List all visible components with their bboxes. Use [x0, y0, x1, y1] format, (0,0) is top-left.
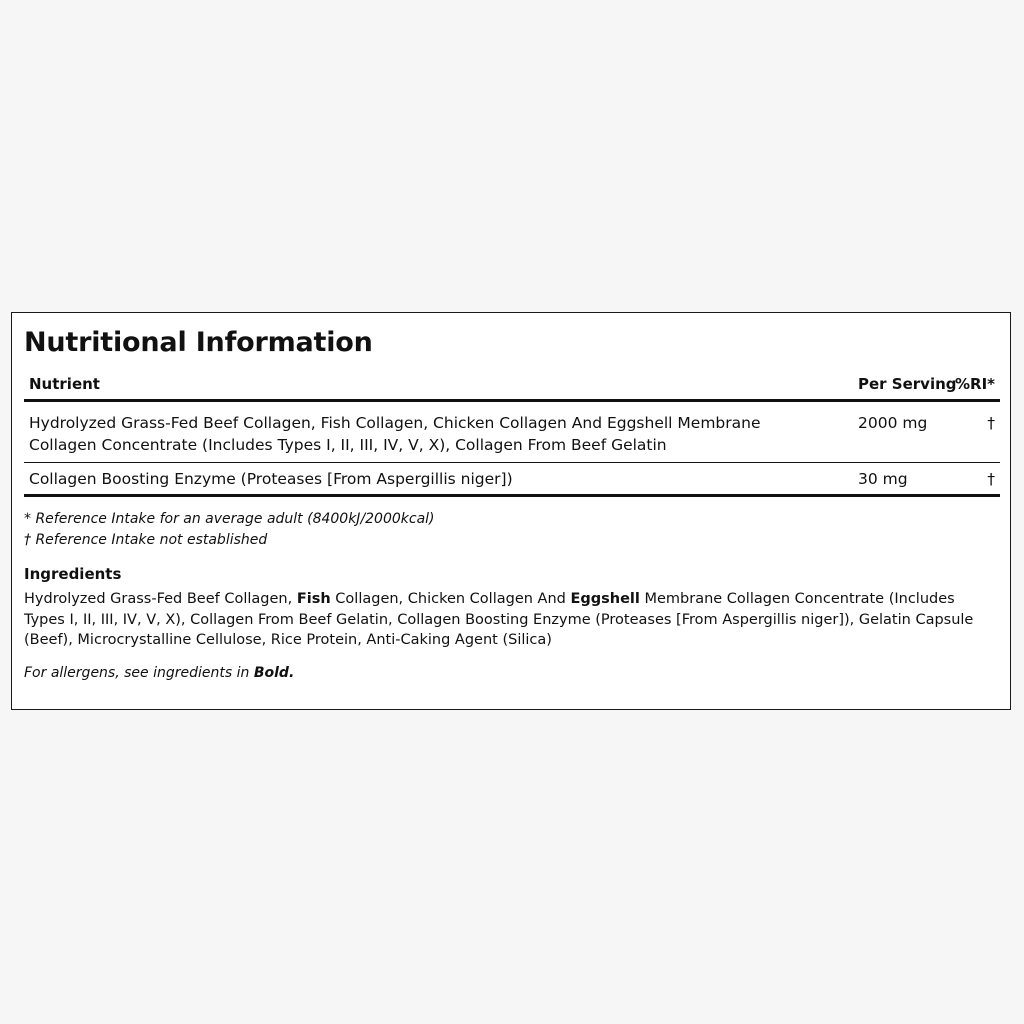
- nutrition-panel: [11, 312, 1011, 710]
- table-row: [24, 402, 1000, 463]
- header-per-serving: Per Serving: [858, 375, 957, 393]
- header-nutrient: Nutrient: [29, 375, 100, 393]
- allergen-note: [24, 665, 294, 681]
- per-serving-cell: 30 mg: [858, 470, 908, 488]
- header-ri: %RI*: [954, 375, 995, 393]
- allergen-eggshell: Eggshell: [570, 591, 640, 607]
- table-row: [24, 463, 1000, 497]
- allergen-fish: Fish: [296, 591, 331, 607]
- nutrient-cell: Collagen Boosting Enzyme (Proteases [From Aspergillis niger]): [29, 470, 513, 488]
- ingredients-part: Collagen, Chicken Collagen And: [330, 591, 571, 607]
- footnote-not-established: † Reference Intake not established: [24, 532, 268, 548]
- ingredients-part: Membrane Collagen Concentrate (Includes Types I, II, III, IV, V, X), Collagen From Beef Gelatin, Collagen Boosting Enzyme (Proteases [From Aspergillis niger]), Gelatin Capsule (Beef), Microcrystalline Cellulose, Rice Protein, Anti-Caking Agent (Silica): [24, 591, 974, 648]
- footnote-reference-intake: * Reference Intake for an average adult (8400kJ/2000kcal): [24, 511, 435, 527]
- allergen-note-bold: Bold.: [253, 665, 295, 681]
- table-header: [24, 371, 1000, 402]
- ri-cell: †: [987, 470, 995, 488]
- ingredients-text: [24, 589, 992, 651]
- allergen-note-text: For allergens, see ingredients in: [24, 665, 254, 681]
- ingredients-part: Hydrolyzed Grass-Fed Beef Collagen,: [24, 591, 297, 607]
- footnotes: [24, 509, 435, 551]
- ri-cell: †: [987, 414, 995, 432]
- per-serving-cell: 2000 mg: [858, 414, 928, 432]
- nutrient-cell: Hydrolyzed Grass-Fed Beef Collagen, Fish Collagen, Chicken Collagen And Eggshell Membrane Collagen Concentrate (Includes Types I, II, III, IV, V, X), Collagen From Beef Gelatin: [29, 414, 761, 454]
- ingredients-heading: Ingredients: [24, 565, 122, 583]
- page-title: Nutritional Information: [24, 327, 373, 358]
- nutrition-table: [24, 371, 1000, 497]
